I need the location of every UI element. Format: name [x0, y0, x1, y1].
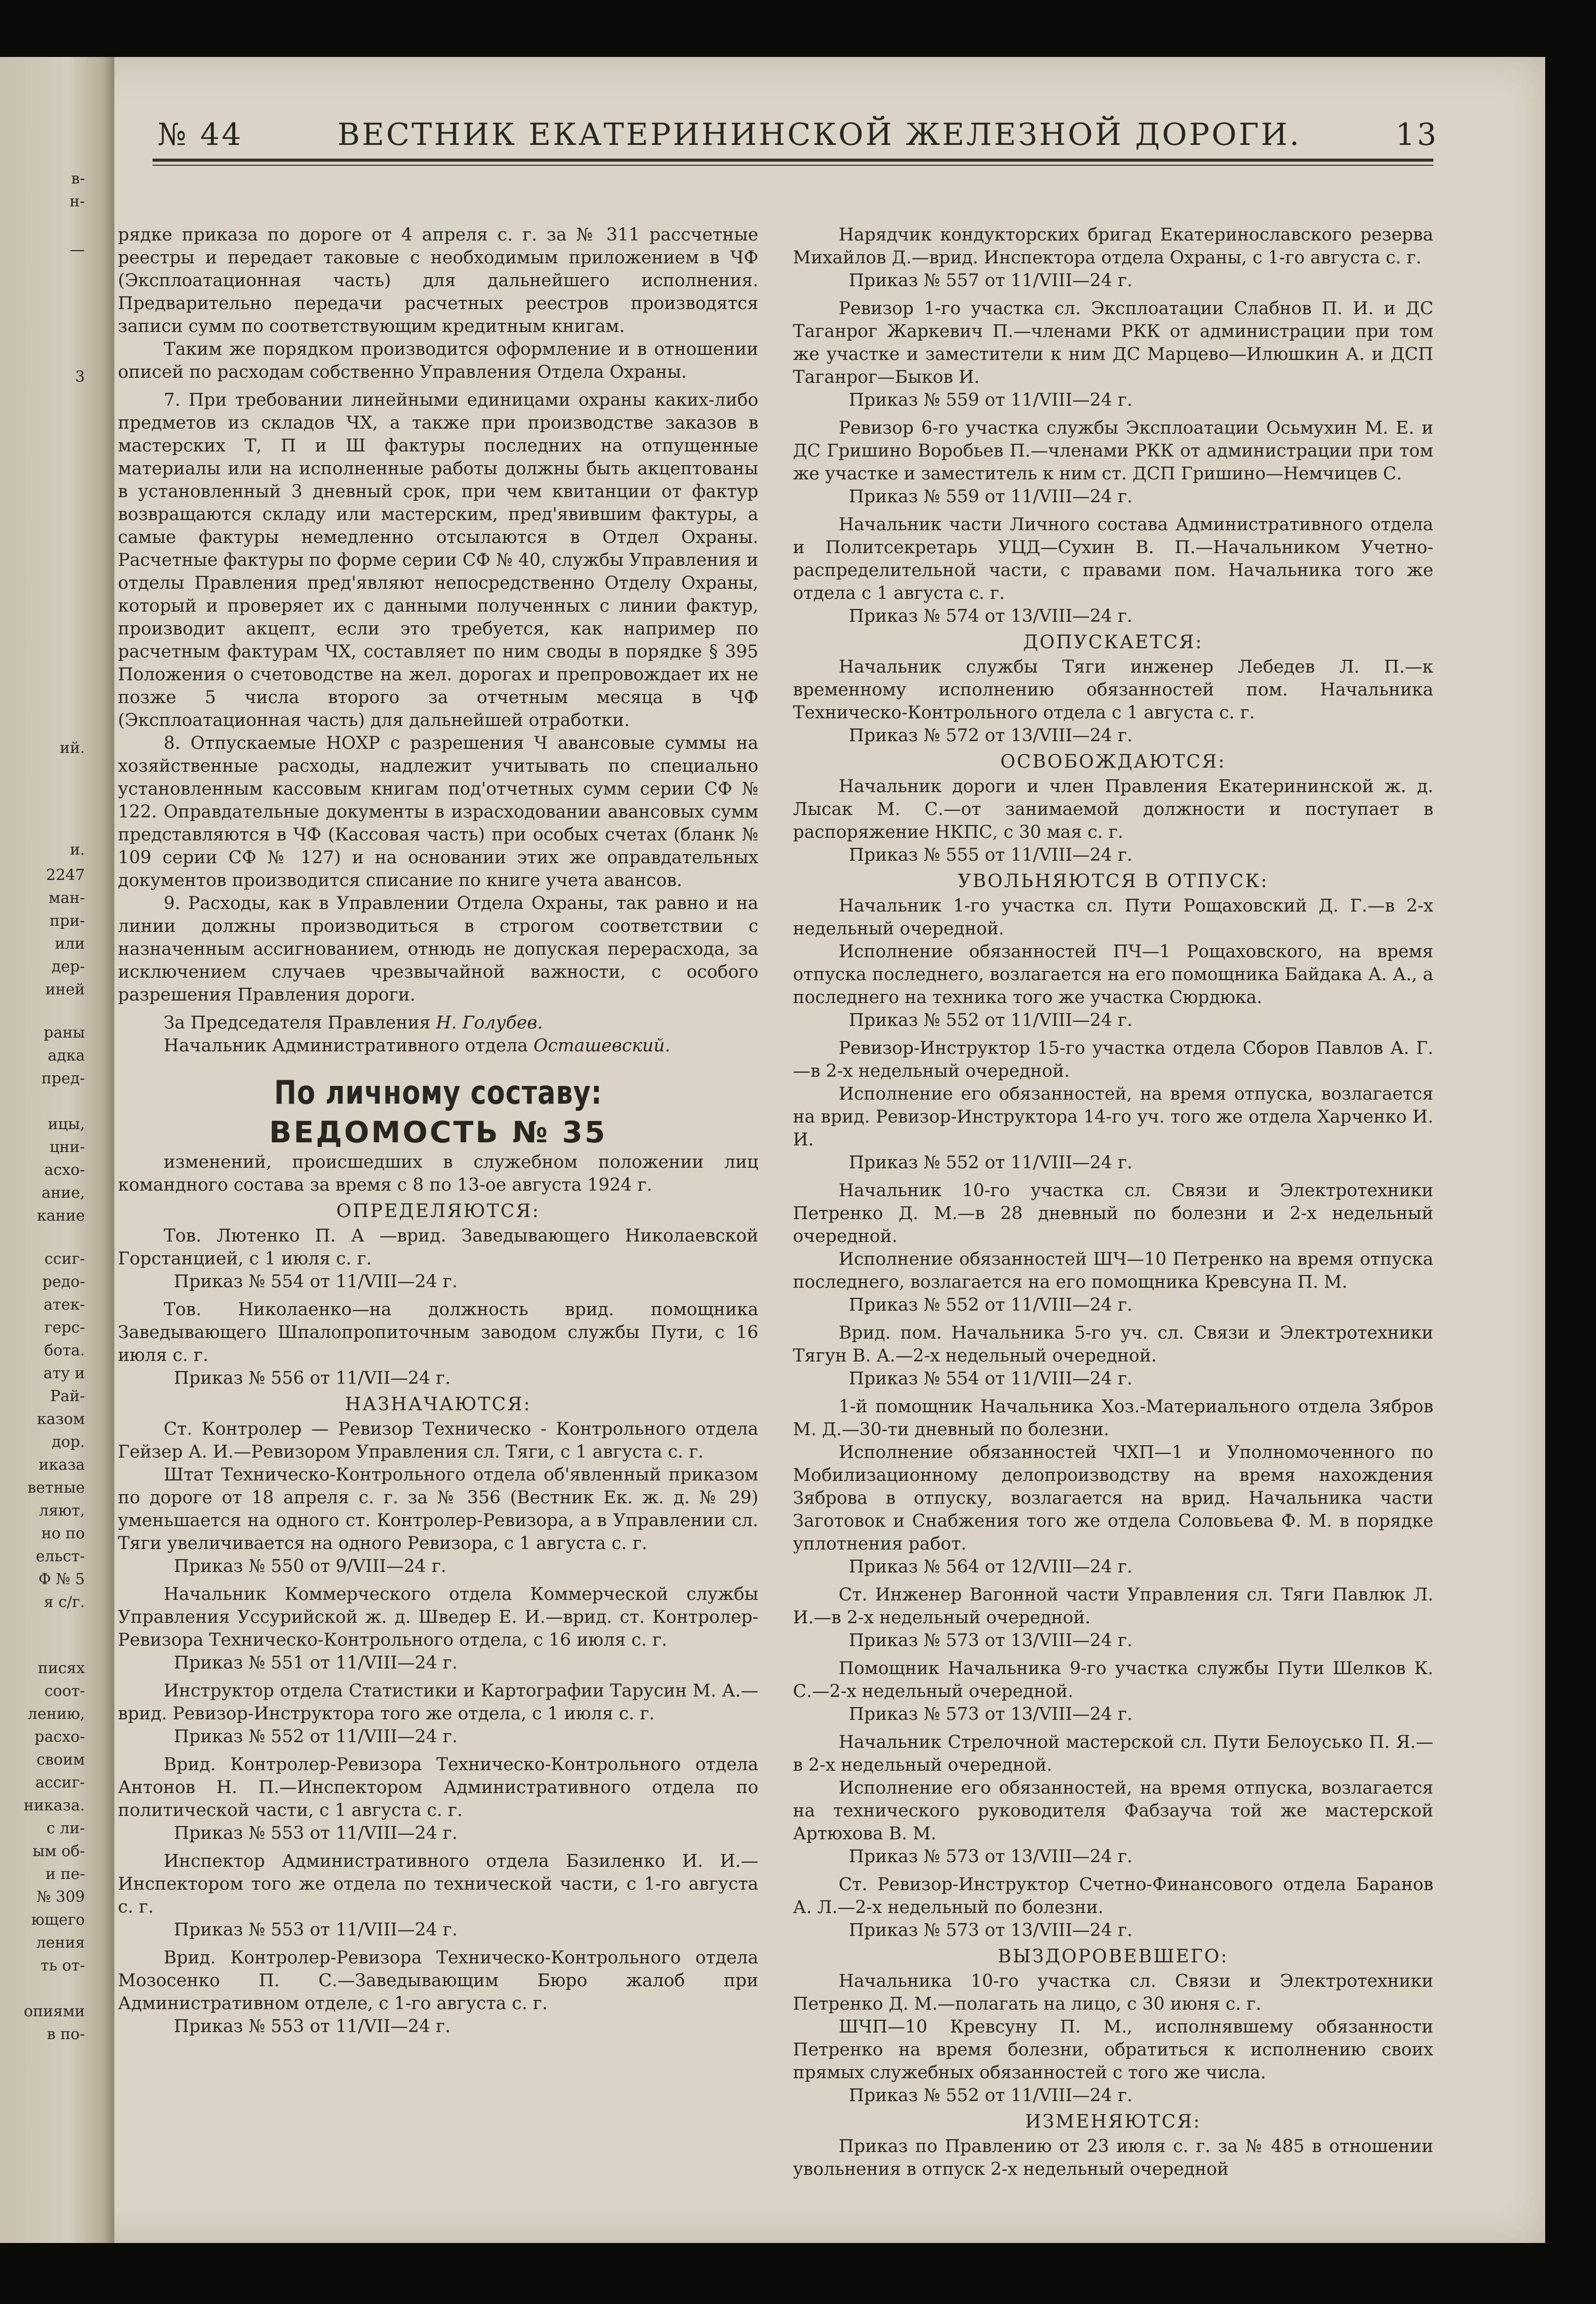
- margin-fragment: ельст-: [36, 1548, 85, 1565]
- list-item: Ст. Контролер — Ревизор Техническо - Контрольного отдела Гейзер А. И.—Ревизором Управления сл. Тяги, с 1 августа с. г.: [118, 1419, 758, 1462]
- signature-line: За Председателя Правления Н. Голубев.: [164, 1013, 543, 1033]
- paragraph: Таким же порядком производится оформление и в отношении описей по расходам собственно Управления Отдела Охраны.: [118, 339, 758, 382]
- list-item: Начальника 10-го участка сл. Связи и Электротехники Петренко Д. М.—полагать на лицо, с 30 июня с. г.: [793, 1971, 1433, 2014]
- margin-fragment: ления: [36, 1934, 85, 1952]
- margin-fragment: цни-: [49, 1138, 85, 1156]
- list-item: Инспектор Административного отдела Базиленко И. И.—Инспектором того же отдела по технической части, с 1-го августа с. г.: [118, 1851, 758, 1917]
- margin-fragment: герс-: [44, 1319, 85, 1337]
- margin-fragment: пред-: [41, 1070, 85, 1087]
- order-reference: Приказ № 573 от 13/VIII—24 г.: [849, 1630, 1133, 1651]
- list-item: Исполнение его обязанностей, на время отпуска, возлагается на врид. Ревизор-Инструктора 14-го уч. того же отдела Харченко И. И.: [793, 1084, 1433, 1150]
- margin-fragment: бота.: [44, 1342, 85, 1359]
- header-rule-thin: [152, 165, 1433, 166]
- order-reference: Приказ № 552 от 11/VIII—24 г.: [849, 1010, 1133, 1030]
- list-item: Тов. Николаенко—на должность врид. помощника Заведывающего Шпалопропиточным заводом службы Пути, с 16 июля с. г.: [118, 1299, 758, 1366]
- order-reference: Приказ № 572 от 13/VIII—24 г.: [849, 725, 1133, 746]
- list-item: Начальник дороги и член Правления Екатерининской ж. д. Лысак М. С.—от занимаемой должности и поступает в распоряжение НКПС, с 30 мая с. г.: [793, 776, 1433, 842]
- section-heading: По личному составу:: [274, 1074, 602, 1112]
- margin-fragment: и.: [70, 841, 85, 859]
- list-item: Врид. пом. Начальника 5-го уч. сл. Связи и Электротехники Тягун В. А.—2-х недельный очередной.: [793, 1323, 1433, 1366]
- margin-fragment: атек-: [43, 1296, 85, 1314]
- margin-fragment: своим: [36, 1751, 85, 1769]
- margin-fragment: лению,: [27, 1705, 85, 1723]
- margin-fragment: иней: [45, 981, 85, 998]
- margin-fragment: ман-: [48, 889, 85, 907]
- margin-fragment: ату и: [43, 1365, 85, 1382]
- subsection-heading: ДОПУСКАЕТСЯ:: [1023, 632, 1203, 653]
- margin-fragment: но по: [41, 1525, 85, 1542]
- subsection-heading: ОПРЕДЕЛЯЮТСЯ:: [336, 1201, 540, 1222]
- left-page-fragment: [0, 57, 89, 2243]
- margin-fragment: н-: [69, 193, 85, 210]
- margin-fragment: ий.: [59, 739, 85, 757]
- margin-fragment: ассиг-: [35, 1774, 85, 1792]
- list-item: Начальник службы Тяги инженер Лебедев Л. П.—к временному исполнению обязанностей пом. Начальника Техническо-Контрольного отдела с 1 августа с. г.: [793, 657, 1433, 723]
- list-item: Ревизор 6-го участка службы Эксплоатации Осьмухин М. Е. и ДС Гришино Воробьев П.—членами РКК от администрации при том же участке и заместитель к ним ст. ДСП Гришино—Немчицев С.: [793, 418, 1433, 484]
- list-item: Приказ по Правлению от 23 июля с. г. за № 485 в отношении увольнения в отпуск 2-х недельный очередной: [793, 2136, 1433, 2179]
- margin-fragment: № 309: [36, 1888, 85, 1906]
- margin-fragment: писях: [38, 1659, 85, 1677]
- order-reference: Приказ № 553 от 11/VIII—24 г.: [174, 1823, 458, 1843]
- margin-fragment: ть от-: [40, 1957, 85, 1975]
- intro-text: изменений, происшедших в служебном положении лиц командного состава за время с 8 по 13-ое августа 1924 г.: [118, 1152, 758, 1195]
- list-item: Тов. Лютенко П. А —врид. Заведывающего Николаевской Горстанцией, с 1 июля с. г.: [118, 1226, 758, 1269]
- paragraph: 8. Отпускаемые НОХР с разрешения Ч авансовые суммы на хозяйственные расходы, надлежит учитывать по специально установленным кассовым книгам под'отчетных сумм серии СФ № 122. Оправдательные документы в израсходовании авансовых сумм представляются в ЧФ (Кассовая часть) при особых счетах (бланк № 109 серии СФ № 127) и на основании этих же оправдательных документов производится списание по книге учета авансов.: [118, 733, 758, 891]
- subsection-heading: УВОЛЬНЯЮТСЯ В ОТПУСК:: [958, 871, 1269, 892]
- margin-fragment: —: [70, 241, 85, 259]
- page-header: [158, 107, 1438, 153]
- order-reference: Приказ № 550 от 9/VIII—24 г.: [174, 1556, 447, 1577]
- margin-fragment: и пе-: [45, 1865, 85, 1883]
- margin-fragment: никаза.: [23, 1797, 85, 1814]
- margin-fragment: или: [54, 935, 85, 953]
- list-item: Ст. Инженер Вагонной части Управления сл. Тяги Павлюк Л. И.—в 2-х недельный очередной.: [793, 1585, 1433, 1628]
- order-reference: Приказ № 553 от 11/VII—24 г.: [174, 2016, 451, 2037]
- order-reference: Приказ № 554 от 11/VIII—24 г.: [174, 1271, 458, 1292]
- page-number: 13: [1395, 117, 1438, 153]
- paragraph: 9. Расходы, как в Управлении Отдела Охраны, так равно и на линии должны производиться в строгом соответствии с назначенным ассигнованием, отнюдь не допуская перерасхода, за исключением случаев чрезвычайной важности, с особого разрешения Правления дороги.: [118, 893, 758, 1005]
- issue-number: № 44: [158, 117, 243, 153]
- order-reference: Приказ № 551 от 11/VIII—24 г.: [174, 1653, 458, 1673]
- list-title: ВЕДОМОСТЬ № 35: [269, 1115, 607, 1149]
- margin-fragment: расхо-: [34, 1728, 85, 1746]
- list-item: 1-й помощник Начальника Хоз.-Материального отдела Зябров М. Д.—30-ти дневный по болезни.: [793, 1397, 1433, 1440]
- order-reference: Приказ № 557 от 11/VIII—24 г.: [849, 270, 1133, 291]
- order-reference: Приказ № 552 от 11/VIII—24 г.: [849, 2085, 1133, 2106]
- margin-fragment: казом: [37, 1410, 85, 1428]
- subsection-heading: НАЗНАЧАЮТСЯ:: [345, 1394, 532, 1415]
- margin-fragment: ющего: [31, 1911, 85, 1929]
- margin-fragment: с ли-: [46, 1820, 85, 1837]
- list-item: Начальник Стрелочной мастерской сл. Пути Белоусько П. Я.—в 2-х недельный очередной.: [793, 1732, 1433, 1775]
- right-column: [793, 224, 1433, 2181]
- margin-fragment: раны: [44, 1024, 85, 1042]
- list-item: Штат Техническо-Контрольного отдела об'явленный приказом по дороге от 18 апреля с. г. за № 356 (Вестник Ек. ж. д. № 29) уменьшается на одного ст. Контролер-Ревизора, а в Управлении сл. Тяги увеличивается на одного Ревизора, с 1 августа с. г.: [118, 1465, 758, 1554]
- subsection-heading: ОСВОБОЖДАЮТСЯ:: [1000, 751, 1226, 772]
- margin-fragment: ляют,: [39, 1502, 85, 1520]
- margin-fragment: опиями: [23, 2003, 85, 2020]
- margin-fragment: ссиг-: [44, 1250, 85, 1268]
- list-item: Нарядчик кондукторских бригад Екатеринославского резерва Михайлов Д.—врид. Инспектора отдела Охраны, с 1-го августа с. г.: [793, 225, 1433, 268]
- list-item: Ревизор-Инструктор 15-го участка отдела Сборов Павлов А. Г.—в 2-х недельный очередной.: [793, 1038, 1433, 1081]
- list-item: Исполнение его обязанностей, на время отпуска, возлагается на технического руководителя Фабзауча той же мастерской Артюхова В. М.: [793, 1778, 1433, 1844]
- margin-fragment: ицы,: [48, 1115, 85, 1133]
- list-item: Врид. Контролер-Ревизора Техническо-Контрольного отдела Антонов Н. П.—Инспектором Административного отдела по политической части, с 1 августа с. г.: [118, 1754, 758, 1821]
- list-item: Инструктор отдела Статистики и Картографии Тарусин М. А.—врид. Ревизор-Инструктора того же отдела, с 1 июля с. г.: [118, 1681, 758, 1724]
- order-reference: Приказ № 564 от 12/VIII—24 г.: [849, 1557, 1133, 1577]
- margin-fragment: редо-: [42, 1273, 85, 1291]
- margin-fragment: кание: [37, 1207, 85, 1225]
- list-item: ШЧП—10 Кревсуну П. М., исполнявшему обязанности Петренко на время болезни, обратиться к исполнению своих прямых служебных обязанностей с того же числа.: [793, 2017, 1433, 2083]
- list-item: Начальник 10-го участка сл. Связи и Электротехники Петренко Д. М.—в 28 дневный по болезни и 2-х недельный очередной.: [793, 1180, 1433, 1247]
- header-rule-thick: [152, 159, 1433, 162]
- list-item: Исполнение обязанностей ЧХП—1 и Уполномоченного по Мобилизационному делопроизводству на время нахождения Зяброва в отпуску, возлагается на врид. Начальника части Заготовок и Снабжения того же отдела Соловьева Ф. М. в порядке уплотнения работ.: [793, 1442, 1433, 1554]
- margin-fragment: адка: [48, 1047, 85, 1065]
- order-reference: Приказ № 554 от 11/VIII—24 г.: [849, 1369, 1133, 1389]
- list-item: Ст. Ревизор-Инструктор Счетно-Финансового отдела Баранов А. Л.—2-х недельный по болезни.: [793, 1874, 1433, 1918]
- signature-line: Начальник Административного отдела Осташевский.: [164, 1036, 670, 1056]
- left-column: [118, 224, 758, 2038]
- list-item: Врид. Контролер-Ревизора Техническо-Контрольного отдела Мозосенко П. С.—Заведывающим Бюро жалоб при Административном отделе, с 1-го августа с. г.: [118, 1948, 758, 2014]
- order-reference: Приказ № 574 от 13/VIII—24 г.: [849, 606, 1133, 626]
- list-item: Исполнение обязанностей ШЧ—10 Петренко на время отпуска последнего, возлагается на его помощника Кревсуна П. М.: [793, 1249, 1433, 1292]
- paragraph: 7. При требовании линейными единицами охраны каких-либо предметов из складов ЧХ, а также при производстве заказов в мастерских Т, П и Ш фактуры последних на отпущенные материалы или на исполненные работы должны быть акцептованы в установленный 3 дневный срок, при чем квитанции от фактур возвращаются складу или мастерским, пред'явившим фактуры, а самые фактуры немедленно отсылаются в Отдел Охраны. Расчетные фактуры по форме серии СФ № 40, службы Управления и отделы Правления пред'являют непосредственно Отделу Охраны, который и проверяет их с данными полученных с линии фактур, производит акцепт, если это требуется, как например по расчетным фактурам ЧХ, составляет по ним своды в порядке § 395 Положения о счетоводстве на жел. дорогах и препровождает их не позже 5 числа второго за отчетным месяца в ЧФ (Эксплоатационная часть) для дальнейшей отработки.: [118, 390, 758, 731]
- subsection-heading: ИЗМЕНЯЮТСЯ:: [1025, 2111, 1202, 2132]
- margin-fragment: ветные: [27, 1479, 85, 1497]
- margin-fragment: ание,: [41, 1184, 85, 1202]
- margin-fragment: 2247: [46, 866, 85, 884]
- order-reference: Приказ № 559 от 11/VIII—24 г.: [849, 390, 1133, 410]
- margin-fragment: в по-: [47, 2025, 85, 2043]
- margin-fragment: асхо-: [44, 1161, 85, 1179]
- paragraph: рядке приказа по дороге от 4 апреля с. г. за № 311 рассчетные реестры и передает таковые с необходимым приложением в ЧФ (Эксплоатационная часть) для дальнейшего исполнения. Предварительно передачи расчетных реестров производятся записи сумм по соответствующим кредитным книгам.: [118, 225, 758, 337]
- list-item: Начальник 1-го участка сл. Пути Рощаховский Д. Г.—в 2-х недельный очередной.: [793, 896, 1433, 939]
- list-item: Ревизор 1-го участка сл. Эксплоатации Слабнов П. И. и ДС Таганрог Жаркевич П.—членами РКК от администрации при том же участке и заместители к ним ДС Марцево—Илюшкин А. и ДСП Таганрог—Быков И.: [793, 298, 1433, 387]
- order-reference: Приказ № 555 от 11/VIII—24 г.: [849, 845, 1133, 865]
- order-reference: Приказ № 552 от 11/VIII—24 г.: [849, 1153, 1133, 1173]
- list-item: Помощник Начальника 9-го участка службы Пути Шелков К. С.—2-х недельный очередной.: [793, 1658, 1433, 1702]
- order-reference: Приказ № 559 от 11/VIII—24 г.: [849, 487, 1133, 507]
- order-reference: Приказ № 553 от 11/VIII—24 г.: [174, 1920, 458, 1940]
- order-reference: Приказ № 573 от 13/VIII—24 г.: [849, 1920, 1133, 1941]
- margin-fragment: дор.: [51, 1433, 85, 1451]
- margin-fragment: дер-: [51, 958, 85, 976]
- margin-fragment: ым об-: [32, 1842, 85, 1860]
- list-item: Начальник части Личного состава Административного отдела и Политсекретарь УЦД—Сухин В. П.—Начальником Учетно-распределительной части, с правами пом. Начальника того же отдела с 1 августа с. г.: [793, 514, 1433, 603]
- margin-fragment: при-: [49, 912, 85, 930]
- list-item: Исполнение обязанностей ПЧ—1 Рощаховского, на время отпуска последнего, возлагается на его помощника Байдака А. А., а последнего на техника того же участка Сюрдюка.: [793, 942, 1433, 1008]
- margin-fragment: иказа: [39, 1456, 85, 1474]
- order-reference: Приказ № 552 от 11/VIII—24 г.: [849, 1295, 1133, 1315]
- newspaper-title: ВЕСТНИК ЕКАТЕРИНИНСКОЙ ЖЕЛЕЗНОЙ ДОРОГИ.: [337, 117, 1301, 153]
- margin-fragment: Рай-: [50, 1387, 85, 1405]
- list-item: Начальник Коммерческого отдела Коммерческой службы Управления Уссурийской ж. д. Шведер Е. И.—врид. ст. Контролер-Ревизора Техническо-Контрольного отдела, с 16 июля с. г.: [118, 1584, 758, 1650]
- margin-fragment: Ф № 5: [38, 1570, 85, 1588]
- margin-fragment: в-: [71, 170, 85, 188]
- margin-fragment: соот-: [44, 1682, 85, 1700]
- margin-fragment: я с/г.: [44, 1593, 85, 1611]
- order-reference: Приказ № 573 от 13/VIII—24 г.: [849, 1846, 1133, 1867]
- order-reference: Приказ № 573 от 13/VIII—24 г.: [849, 1704, 1133, 1724]
- order-reference: Приказ № 552 от 11/VIII—24 г.: [174, 1726, 458, 1747]
- order-reference: Приказ № 556 от 11/VII—24 г.: [174, 1368, 451, 1388]
- subsection-heading: ВЫЗДОРОВЕВШЕГО:: [998, 1946, 1229, 1967]
- margin-fragment: 3: [75, 368, 85, 386]
